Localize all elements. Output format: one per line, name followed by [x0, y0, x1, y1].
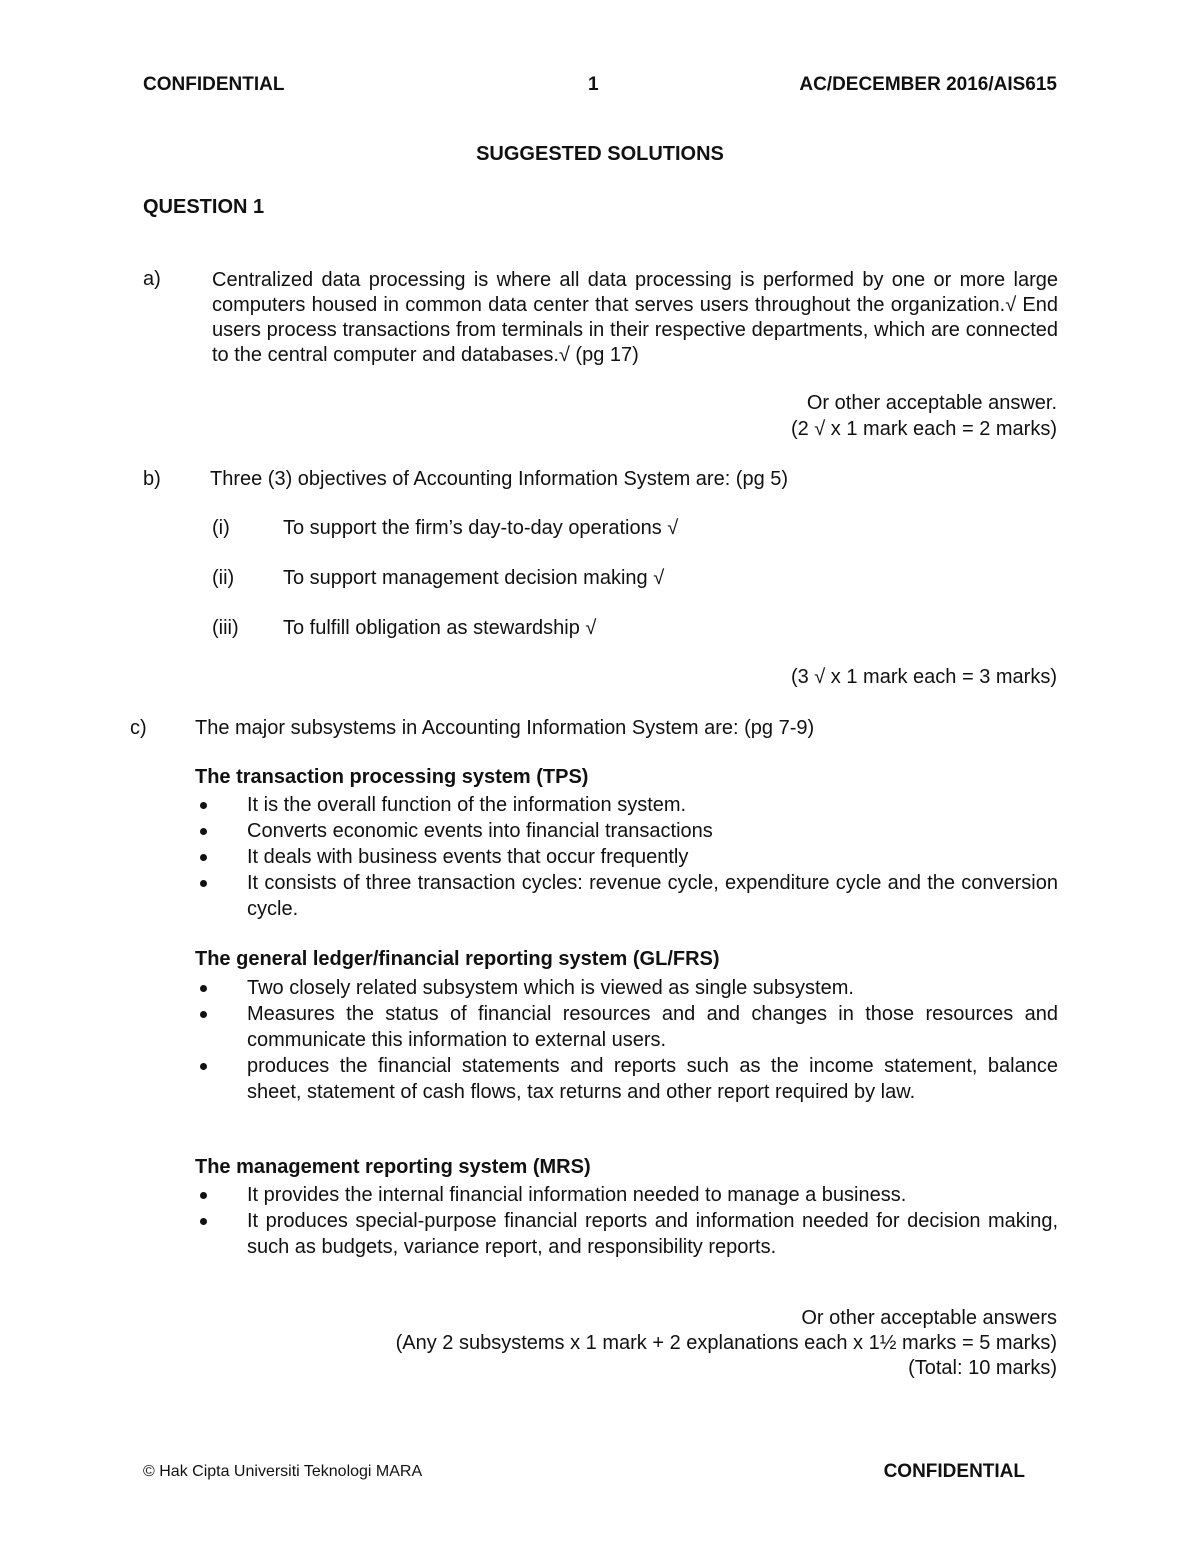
- part-c-label: c): [130, 717, 147, 739]
- part-a-label: a): [143, 268, 161, 290]
- list-item: produces the financial statements and reports such as the income statement, balance sheet, statement of cash flows, tax returns and other report required by law.: [195, 1053, 1058, 1105]
- total-marks: (Total: 10 marks): [908, 1357, 1057, 1379]
- objective-text: To support the firm’s day-to-day operations √: [283, 517, 679, 539]
- part-a-note: Or other acceptable answer.: [806, 392, 1057, 414]
- document-code: AC/DECEMBER 2016/AIS615: [799, 74, 1057, 95]
- header-confidential: CONFIDENTIAL: [143, 74, 285, 95]
- list-item: Two closely related subsystem which is viewed as single subsystem.: [195, 975, 1058, 1001]
- list-item: It provides the internal financial information needed to manage a business.: [195, 1182, 1058, 1208]
- list-item: It consists of three transaction cycles: revenue cycle, expenditure cycle and the conversion cycle.: [195, 870, 1058, 922]
- objective-num: (ii): [212, 567, 235, 589]
- part-b-label: b): [143, 468, 161, 490]
- part-a-marks: (2 √ x 1 mark each = 2 marks): [790, 418, 1057, 440]
- tps-bullet-list: [195, 792, 1058, 922]
- page-title: SUGGESTED SOLUTIONS: [476, 143, 724, 165]
- list-item: Converts economic events into financial transactions: [195, 818, 1058, 844]
- list-item: Measures the status of financial resources and and changes in those resources and communicate this information to external users.: [195, 1001, 1058, 1053]
- objective-num: (i): [212, 517, 230, 539]
- page-number: 1: [588, 74, 599, 95]
- objective-text: To support management decision making √: [283, 567, 665, 589]
- section-heading-tps: The transaction processing system (TPS): [195, 766, 589, 788]
- objective-num: (iii): [212, 617, 239, 639]
- footer-confidential: CONFIDENTIAL: [883, 1461, 1025, 1482]
- part-c-note: Or other acceptable answers: [801, 1307, 1057, 1329]
- footer-copyright: © Hak Cipta Universiti Teknologi MARA: [143, 1463, 423, 1480]
- glfrs-bullet-list: [195, 975, 1058, 1105]
- list-item: It is the overall function of the information system.: [195, 792, 1058, 818]
- section-heading-mrs: The management reporting system (MRS): [195, 1156, 591, 1178]
- part-c-intro: The major subsystems in Accounting Information System are: (pg 7-9): [195, 717, 815, 739]
- mrs-bullet-list: [195, 1182, 1058, 1260]
- part-b-marks: (3 √ x 1 mark each = 3 marks): [790, 666, 1057, 688]
- section-heading-glfrs: The general ledger/financial reporting system (GL/FRS): [195, 948, 720, 970]
- part-b-intro: Three (3) objectives of Accounting Information System are: (pg 5): [210, 468, 789, 490]
- part-c-marks: (Any 2 subsystems x 1 mark + 2 explanations each x 1½ marks = 5 marks): [395, 1332, 1057, 1354]
- question-heading: QUESTION 1: [143, 196, 265, 218]
- objective-text: To fulfill obligation as stewardship √: [283, 617, 597, 639]
- list-item: It deals with business events that occur frequently: [195, 844, 1058, 870]
- part-a-text: Centralized data processing is where all data processing is performed by one or more large computers housed in common data center that serves users throughout the organization.√ End users process transactions from terminals in their respective departments, which are connected to the central computer and databases.√ (pg 17): [212, 269, 1058, 366]
- list-item: It produces special-purpose financial reports and information needed for decision making, such as budgets, variance report, and responsibility reports.: [195, 1208, 1058, 1260]
